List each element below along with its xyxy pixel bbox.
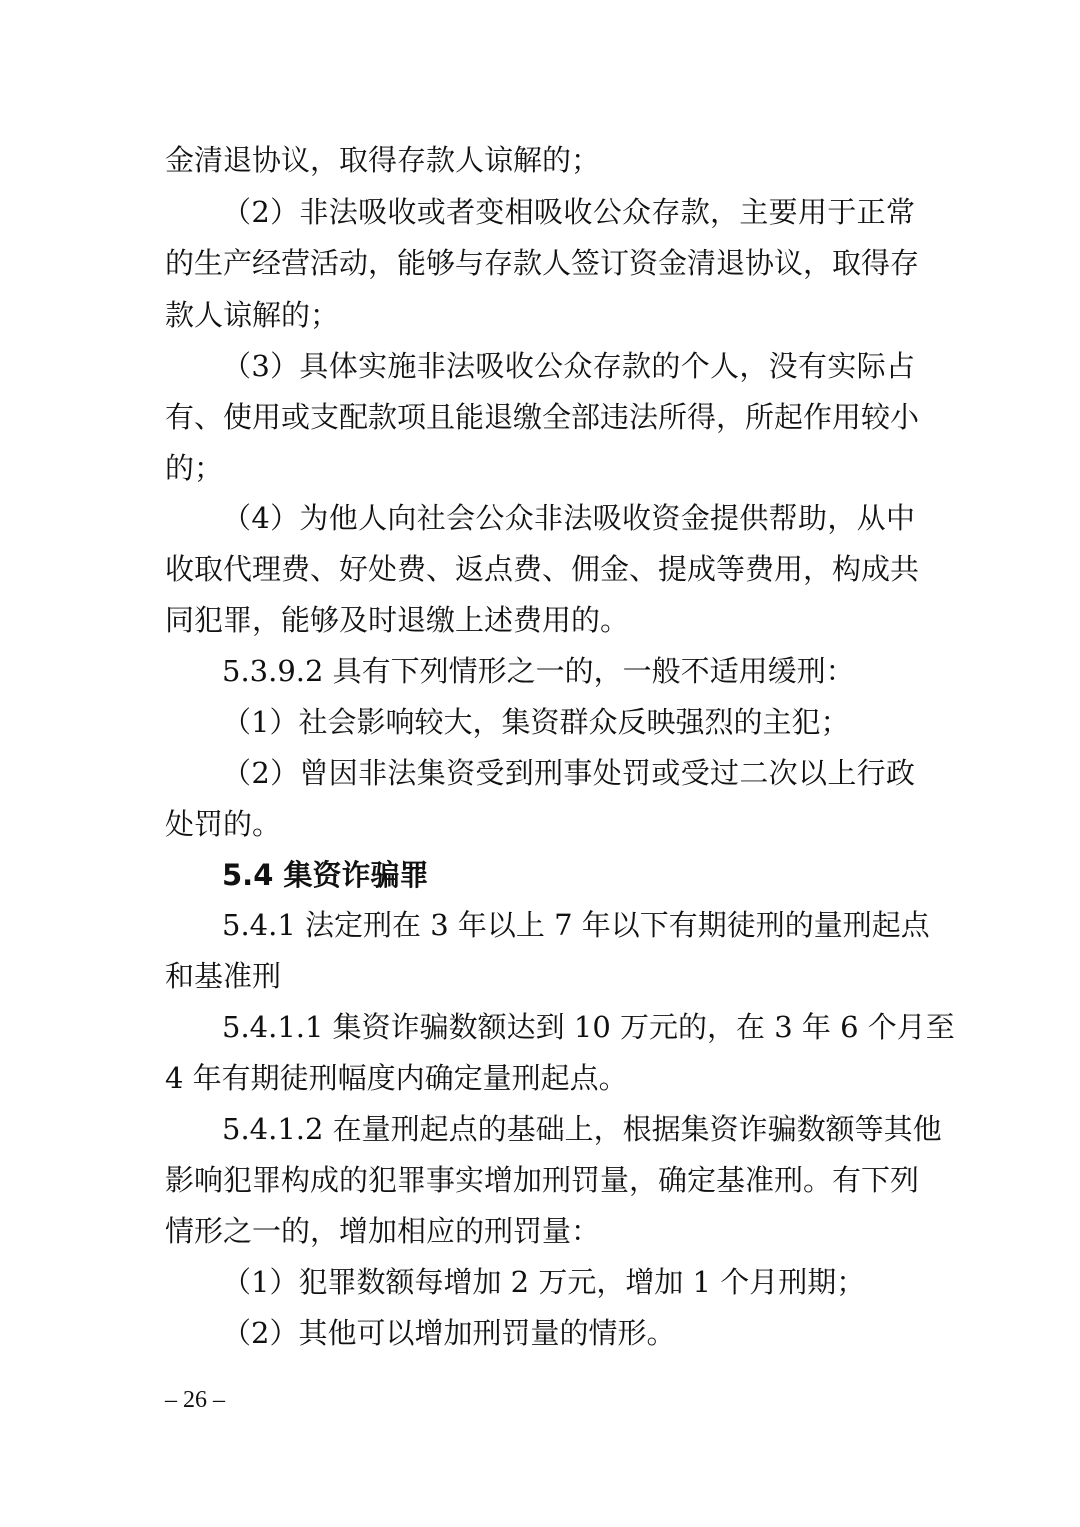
text-line: 4 年有期徒刑幅度内确定量刑起点。 xyxy=(165,1061,628,1095)
text-line: 影响犯罪构成的犯罪事实增加刑罚量，确定基准刑。有下列 xyxy=(165,1163,920,1197)
text-line: 的生产经营活动，能够与存款人签订资金清退协议，取得存 xyxy=(165,246,920,280)
text-line: 5.4.1.2 在量刑起点的基础上，根据集资诈骗数额等其他 xyxy=(222,1112,942,1146)
text-line: （2）非法吸收或者变相吸收公众存款，主要用于正常 xyxy=(222,195,915,229)
text-line: （3）具体实施非法吸收公众存款的个人，没有实际占 xyxy=(222,349,915,383)
text-line: （4）为他人向社会公众非法吸收资金提供帮助，从中 xyxy=(222,501,915,535)
text-line: （1）犯罪数额每增加 2 万元，增加 1 个月刑期； xyxy=(222,1265,866,1299)
section-heading: 5.4 集资诈骗罪 xyxy=(222,858,429,892)
text-line: 收取代理费、好处费、返点费、佣金、提成等费用，构成共 xyxy=(165,552,920,586)
text-line: 处罚的。 xyxy=(165,807,282,841)
text-line: 5.4.1 法定刑在 3 年以上 7 年以下有期徒刑的量刑起点 xyxy=(222,908,930,942)
text-line: 金清退协议，取得存款人谅解的； xyxy=(165,143,601,177)
text-line: 同犯罪，能够及时退缴上述费用的。 xyxy=(165,603,630,637)
text-line: 情形之一的，增加相应的刑罚量： xyxy=(165,1214,601,1248)
text-line: （2）其他可以增加刑罚量的情形。 xyxy=(222,1316,676,1350)
text-line: 5.3.9.2 具有下列情形之一的，一般不适用缓刑： xyxy=(222,654,855,688)
text-line: 有、使用或支配款项且能退缴全部违法所得，所起作用较小 xyxy=(165,400,920,434)
text-line: （2）曾因非法集资受到刑事处罚或受过二次以上行政 xyxy=(222,756,915,790)
text-line: 的； xyxy=(165,451,224,485)
text-line: 款人谅解的； xyxy=(165,298,340,332)
text-line: 和基准刑 xyxy=(165,959,282,993)
text-line: 5.4.1.1 集资诈骗数额达到 10 万元的，在 3 年 6 个月至 xyxy=(222,1010,955,1044)
text-line: （1）社会影响较大，集资群众反映强烈的主犯； xyxy=(222,705,850,739)
page-number: – 26 – xyxy=(165,1387,225,1413)
